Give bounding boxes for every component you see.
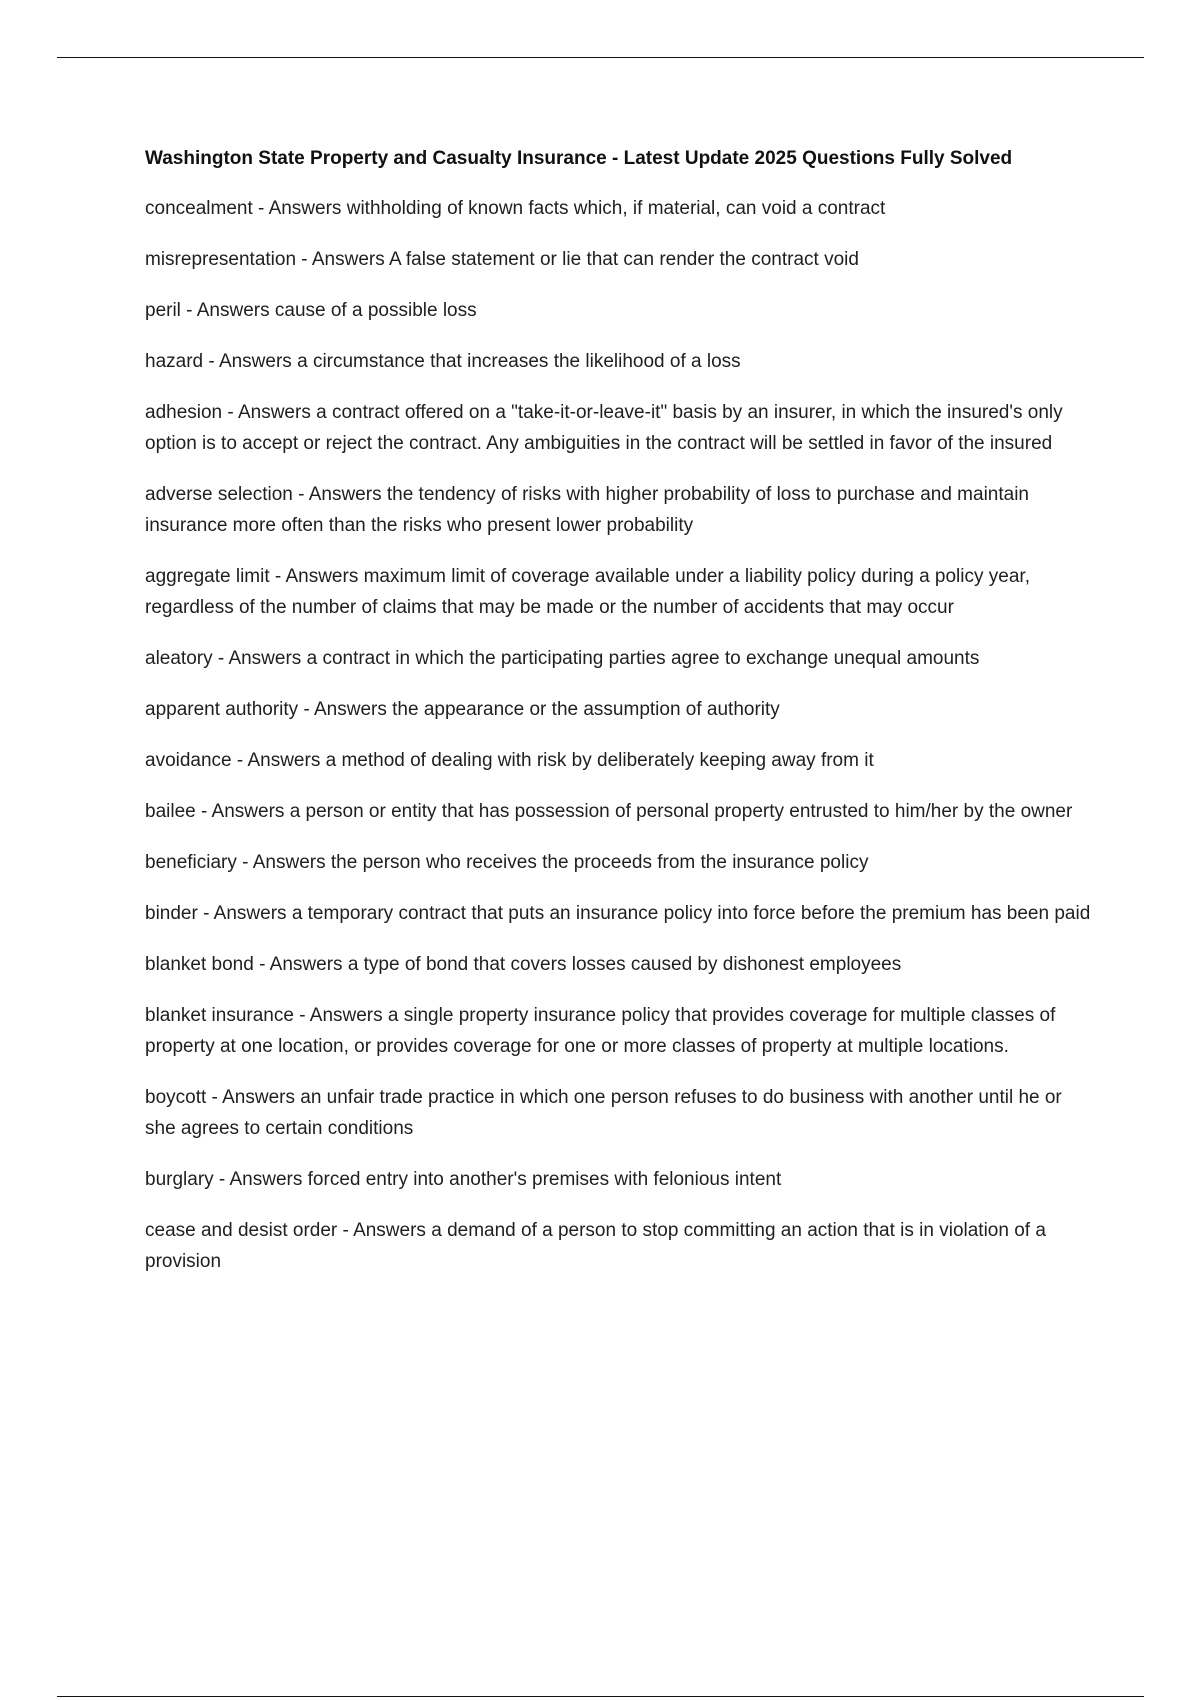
entry-definition: a method of dealing with risk by deliberately keeping away from it xyxy=(325,750,874,771)
entry-separator: - Answers xyxy=(231,750,326,771)
entry-definition: a person or entity that has possession of personal property entrusted to him/her by the owner xyxy=(289,801,1073,822)
entry-separator: - Answers xyxy=(293,1005,388,1026)
entry-aleatory xyxy=(145,643,1095,674)
entry-separator: - Answers xyxy=(298,699,393,720)
entry-separator: - Answers xyxy=(206,1087,301,1108)
entry-term: aggregate limit xyxy=(145,566,270,587)
entry-adverse-selection xyxy=(145,479,1095,541)
entry-definition: A false statement or lie that can render the contract void xyxy=(388,249,859,270)
entry-separator: - Answers xyxy=(180,300,275,321)
entry-avoidance xyxy=(145,745,1095,776)
entry-separator: - Answers xyxy=(253,954,348,975)
entry-term: hazard xyxy=(145,351,204,372)
entry-term: cease and desist order xyxy=(145,1220,338,1241)
entry-concealment xyxy=(145,193,1095,224)
entry-binder xyxy=(145,898,1095,929)
entry-term: bailee xyxy=(145,801,196,822)
entry-bailee xyxy=(145,796,1095,827)
entry-term: boycott xyxy=(145,1087,207,1108)
entry-separator: - Answers xyxy=(292,484,387,505)
entry-blanket-bond xyxy=(145,949,1095,980)
entry-term: binder xyxy=(145,903,198,924)
entry-blanket-insurance xyxy=(145,1000,1095,1062)
entry-term: beneficiary xyxy=(145,852,237,873)
entry-peril xyxy=(145,295,1095,326)
entry-separator: - Answers xyxy=(252,198,347,219)
entry-term: adverse selection xyxy=(145,484,293,505)
entry-definition: the tendency of risks with higher probability of loss to purchase and maintain insurance more often than the risks who present lower probability xyxy=(145,484,1029,536)
entry-term: peril xyxy=(145,300,181,321)
entry-separator: - Answers xyxy=(197,903,292,924)
entry-definition: forced entry into another's premises with felonious intent xyxy=(307,1169,782,1190)
entry-definition: a demand of a person to stop committing an action that is in violation of a provision xyxy=(145,1220,1046,1272)
entry-term: blanket insurance xyxy=(145,1005,294,1026)
entry-definition: a temporary contract that puts an insurance policy into force before the premium has been paid xyxy=(291,903,1091,924)
entry-boycott xyxy=(145,1082,1095,1144)
entry-definition: maximum limit of coverage available under a liability policy during a policy year, regardless of the number of claims that may be made or the number of accidents that may occur xyxy=(145,566,1030,618)
entry-term: adhesion xyxy=(145,402,223,423)
entry-term: concealment xyxy=(145,198,253,219)
entry-definition: the appearance or the assumption of authority xyxy=(392,699,780,720)
entry-term: burglary xyxy=(145,1169,214,1190)
entry-term: aleatory xyxy=(145,648,213,669)
entry-definition: the person who receives the proceeds from the insurance policy xyxy=(330,852,869,873)
entry-burglary xyxy=(145,1164,1095,1195)
entry-separator: - Answers xyxy=(222,402,317,423)
entry-term: avoidance xyxy=(145,750,232,771)
entry-separator: - Answers xyxy=(213,1169,308,1190)
entry-misrepresentation xyxy=(145,244,1095,275)
entry-definition: a circumstance that increases the likelihood of a loss xyxy=(297,351,741,372)
entry-term: misrepresentation xyxy=(145,249,297,270)
entry-separator: - Answers xyxy=(296,249,389,270)
entry-definition: an unfair trade practice in which one person refuses to do business with another until he or she agrees to certain conditions xyxy=(145,1087,1062,1139)
entry-aggregate-limit xyxy=(145,561,1095,623)
document-title: Washington State Property and Casualty Insurance - Latest Update 2025 Questions Fully Solved xyxy=(145,148,1013,169)
entry-separator: - Answers xyxy=(212,648,307,669)
entry-definition: a contract in which the participating parties agree to exchange unequal amounts xyxy=(306,648,980,669)
entry-separator: - Answers xyxy=(269,566,364,587)
entry-separator: - Answers xyxy=(203,351,298,372)
entry-definition: a type of bond that covers losses caused by dishonest employees xyxy=(347,954,902,975)
entry-adhesion xyxy=(145,397,1095,459)
entry-cease-and-desist-order xyxy=(145,1215,1095,1277)
entry-separator: - Answers xyxy=(337,1220,432,1241)
entry-definition: a single property insurance policy that provides coverage for multiple classes of property at one location, or provides coverage for one or more classes of property at multiple locations. xyxy=(145,1005,1056,1057)
entry-definition: cause of a possible loss xyxy=(274,300,477,321)
entry-separator: - Answers xyxy=(236,852,331,873)
entry-separator: - Answers xyxy=(195,801,290,822)
entry-definition: withholding of known facts which, if material, can void a contract xyxy=(346,198,886,219)
footer-rule xyxy=(57,1696,1144,1697)
entry-term: apparent authority xyxy=(145,699,299,720)
entry-term: blanket bond xyxy=(145,954,254,975)
entry-apparent-authority xyxy=(145,694,1095,725)
entry-hazard xyxy=(145,346,1095,377)
entry-beneficiary xyxy=(145,847,1095,878)
entry-definition: a contract offered on a "take-it-or-leave-it" basis by an insurer, in which the insured's only option is to accept or reject the contract. Any ambiguities in the contract will be settled in favor of the insured xyxy=(145,402,1063,454)
document-body xyxy=(145,145,1095,1297)
header-rule xyxy=(57,57,1144,58)
